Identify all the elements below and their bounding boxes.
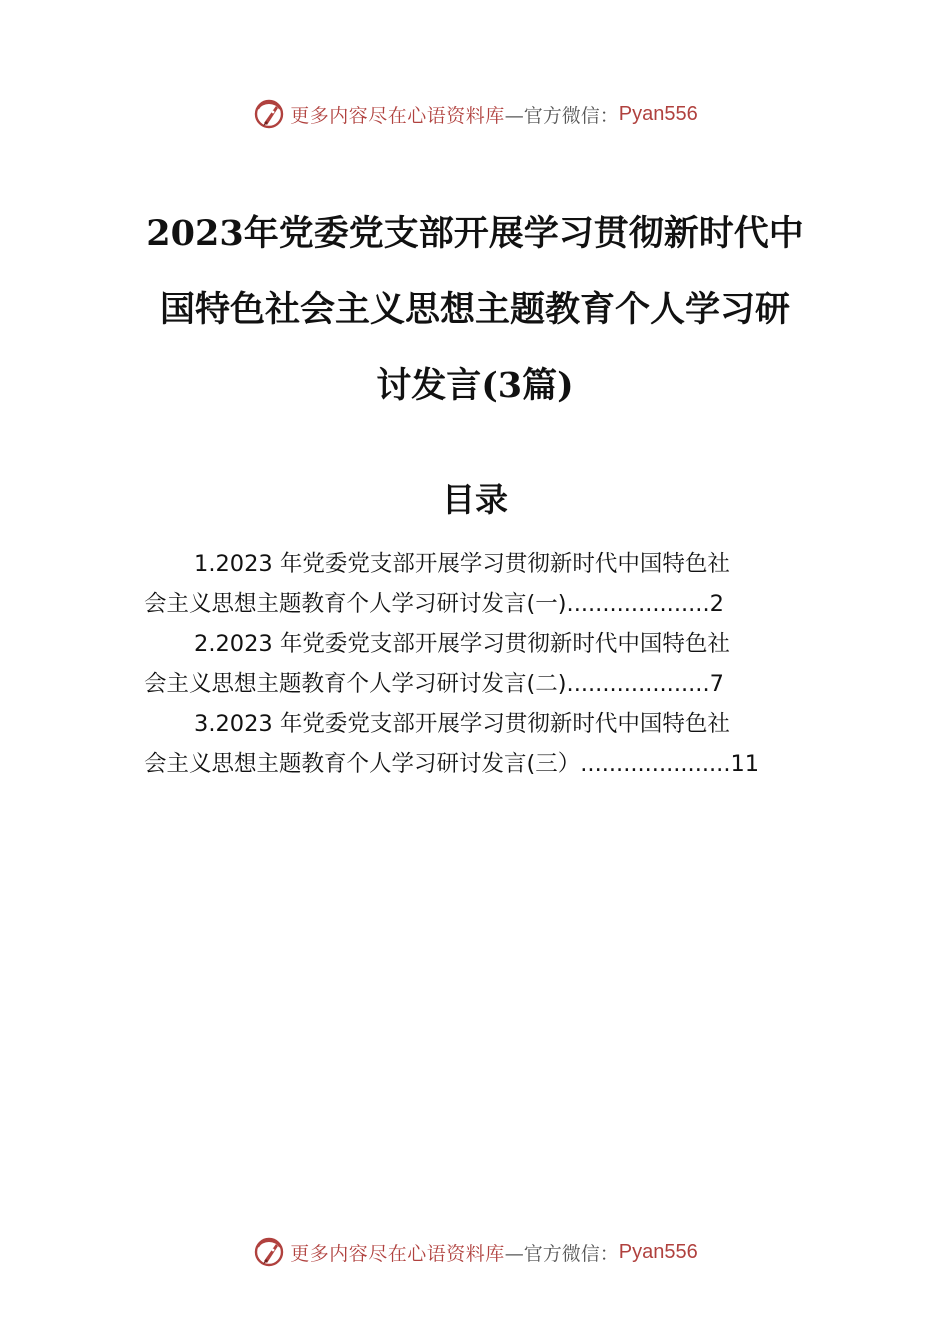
toc-entry-line: 会主义思想主题教育个人学习研讨发言(三）.....................11	[144, 751, 760, 777]
toc-entry-line: 会主义思想主题教育个人学习研讨发言(二)....................7	[144, 671, 724, 697]
toc-entry[interactable]	[144, 624, 820, 704]
watermark-separator: —官方微信：	[504, 104, 619, 127]
toc-entry-line: 会主义思想主题教育个人学习研讨发言(一)....................2	[144, 591, 724, 617]
watermark-separator: —官方微信：	[504, 1242, 619, 1265]
footer-watermark	[0, 1232, 950, 1272]
pen-nib-logo-icon	[252, 97, 286, 131]
watermark-text: 更多内容尽在心语资料库	[290, 1242, 505, 1265]
watermark-wechat-id: Pyan556	[618, 102, 698, 125]
title-line: 国特色社会主义思想主题教育个人学习研	[159, 289, 790, 330]
toc-entry[interactable]	[144, 544, 820, 624]
toc-entry-line: 3.2023 年党委党支部开展学习贯彻新时代中国特色社	[194, 711, 730, 737]
watermark-text: 更多内容尽在心语资料库	[290, 104, 505, 127]
pen-nib-logo-icon	[252, 1235, 286, 1269]
document-title	[140, 196, 810, 424]
table-of-contents	[144, 544, 820, 784]
header-watermark	[0, 94, 950, 134]
toc-entry-line: 2.2023 年党委党支部开展学习贯彻新时代中国特色社	[194, 631, 730, 657]
toc-entry[interactable]	[144, 704, 820, 784]
watermark-wechat-id: Pyan556	[618, 1240, 698, 1263]
toc-entry-line: 1.2023 年党委党支部开展学习贯彻新时代中国特色社	[194, 551, 730, 577]
toc-heading: 目录	[442, 480, 508, 519]
title-line: 讨发言(3篇)	[376, 365, 574, 406]
title-line: 2023年党委党支部开展学习贯彻新时代中	[146, 213, 804, 254]
